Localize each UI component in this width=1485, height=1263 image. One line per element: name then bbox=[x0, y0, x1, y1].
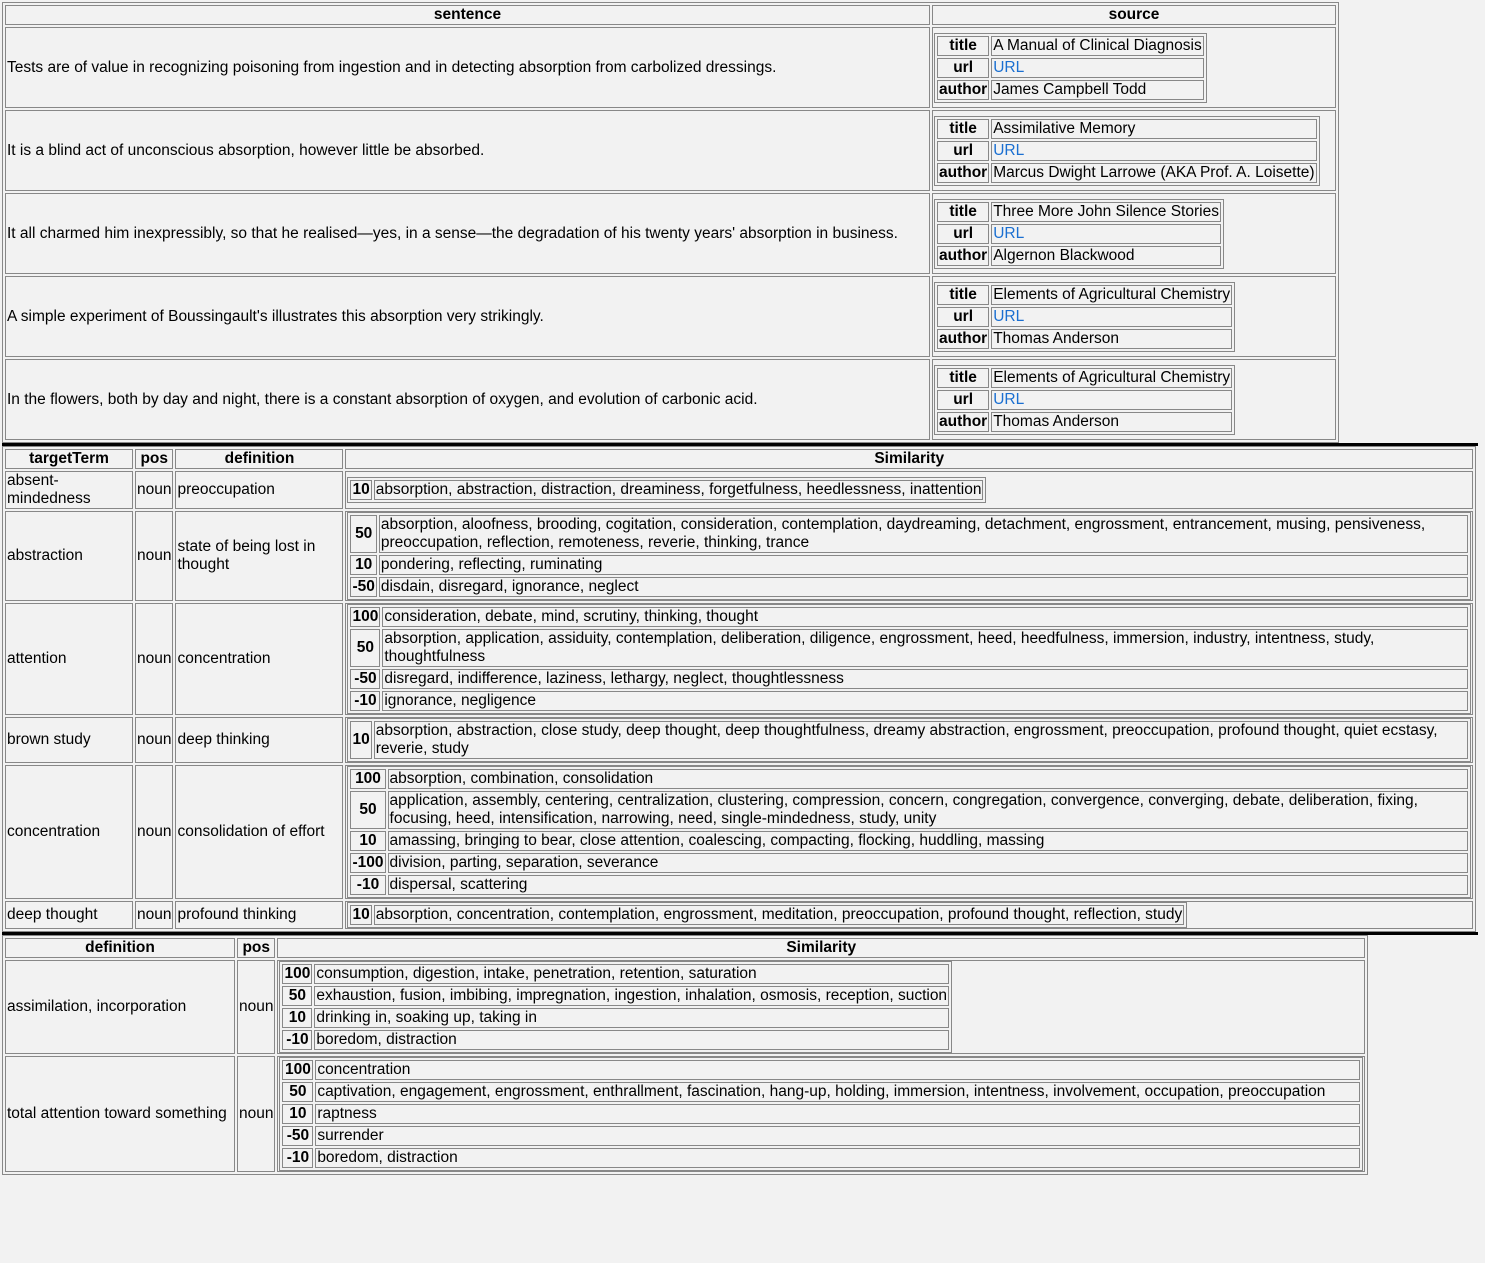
definition-cell: profound thinking bbox=[175, 901, 343, 929]
similarity-cell bbox=[345, 765, 1473, 899]
similarity-group-row bbox=[282, 1030, 949, 1050]
similarity-score: 10 bbox=[350, 831, 385, 851]
similarity-cell bbox=[345, 717, 1473, 763]
similarity-group-row bbox=[350, 691, 1468, 711]
similarity-words: amassing, bringing to bear, close attention, coalescing, compacting, flocking, huddling, massing bbox=[388, 831, 1468, 851]
source-cell bbox=[932, 27, 1336, 108]
source-url-link-cell bbox=[991, 224, 1221, 244]
source-author-label: author bbox=[939, 412, 988, 430]
table-header-row bbox=[5, 449, 1473, 469]
source-author-label: author bbox=[939, 80, 988, 98]
sentence-cell: It is a blind act of unconscious absorption, however little be absorbed. bbox=[5, 110, 930, 191]
table-row bbox=[5, 717, 1473, 763]
similarity-score: 10 bbox=[282, 1008, 312, 1028]
sentence-cell: A simple experiment of Boussingault's illustrates this absorption very strikingly. bbox=[5, 276, 930, 357]
similarity-words: consideration, debate, mind, scrutiny, thinking, thought bbox=[382, 607, 1468, 627]
source-url-label: url bbox=[937, 224, 989, 244]
source-title: Assimilative Memory bbox=[991, 119, 1316, 139]
source-title-row bbox=[937, 119, 1317, 139]
similarity-words: concentration bbox=[315, 1060, 1360, 1080]
similarity-words: raptness bbox=[315, 1104, 1360, 1124]
similarity-cell bbox=[345, 511, 1473, 601]
example-sentences-table bbox=[2, 2, 1339, 443]
table-row bbox=[5, 1056, 1365, 1172]
table-row bbox=[5, 359, 1336, 440]
source-cell bbox=[932, 110, 1336, 191]
target-term-cell: attention bbox=[5, 603, 133, 715]
similarity-score: 10 bbox=[350, 555, 376, 575]
similarity-cell bbox=[277, 1056, 1365, 1172]
sentence-cell: In the flowers, both by day and night, there is a constant absorption of oxygen, and evolution of carbonic acid. bbox=[5, 359, 930, 440]
similarity-words: application, assembly, centering, centralization, clustering, compression, concern, congregation, convergence, converging, debate, deliberation, fixing, focusing, heed, intensification, narrowing, need, single-mindedness, study, unity bbox=[388, 791, 1468, 829]
pos-cell: noun bbox=[237, 960, 275, 1054]
similarity-group-table bbox=[279, 961, 952, 1053]
similarity-group-table bbox=[347, 604, 1471, 714]
source-url-row bbox=[937, 307, 1232, 327]
similarity-group-row bbox=[282, 1008, 949, 1028]
similarity-group-row bbox=[350, 905, 1184, 925]
source-title-label: title bbox=[937, 36, 989, 56]
similarity-group-table bbox=[347, 477, 986, 503]
table-row bbox=[5, 27, 1336, 108]
source-details-table bbox=[934, 365, 1235, 435]
similarity-words: absorption, concentration, contemplation, engrossment, meditation, preoccupation, profound thought, reflection, study bbox=[375, 906, 1183, 923]
source-title-label: title bbox=[937, 119, 989, 139]
similarity-score: -50 bbox=[350, 669, 380, 689]
source-author-row bbox=[937, 412, 1232, 432]
pos-cell: noun bbox=[135, 511, 173, 601]
similarity-group-table bbox=[347, 512, 1471, 600]
source-url-link-cell bbox=[991, 58, 1204, 78]
similarity-cell bbox=[345, 603, 1473, 715]
source-url-link[interactable]: URL bbox=[993, 141, 1025, 159]
similarity-words: surrender bbox=[315, 1126, 1360, 1146]
pos-cell: noun bbox=[135, 717, 173, 763]
source-author-row bbox=[937, 329, 1232, 349]
table-row bbox=[5, 960, 1365, 1054]
similarity-words: absorption, aloofness, brooding, cogitation, consideration, contemplation, daydreaming, detachment, engrossment, entrancement, musing, pensiveness, preoccupation, reflection, remoteness, reverie, thinking, trance bbox=[379, 515, 1468, 553]
similarity-score: 10 bbox=[352, 906, 370, 923]
source-author-label: author bbox=[939, 329, 988, 347]
source-title: Three More John Silence Stories bbox=[993, 202, 1219, 220]
source-url-row bbox=[937, 224, 1221, 244]
similarity-cell bbox=[345, 471, 1473, 509]
definition-cell: assimilation, incorporation bbox=[5, 960, 235, 1054]
similarity-words: absorption, combination, consolidation bbox=[388, 769, 1468, 789]
source-cell bbox=[932, 276, 1336, 357]
similarity-group-row bbox=[282, 986, 949, 1006]
similarity-group-table bbox=[347, 766, 1471, 898]
similarity-score: -50 bbox=[352, 578, 375, 595]
similarity-words: ignorance, negligence bbox=[382, 691, 1468, 711]
pos-cell: noun bbox=[237, 1056, 275, 1172]
source-title-label: title bbox=[937, 368, 989, 388]
definition-column-header: definition bbox=[5, 938, 235, 958]
source-title-label: title bbox=[937, 285, 989, 305]
similarity-group-row bbox=[350, 875, 1468, 895]
target-term-cell: deep thought bbox=[5, 901, 133, 929]
source-details-table bbox=[934, 116, 1320, 186]
source-url-link[interactable]: URL bbox=[993, 390, 1025, 408]
similarity-score: -10 bbox=[282, 1030, 312, 1050]
similarity-score: 100 bbox=[282, 1060, 313, 1080]
table-header-row bbox=[5, 5, 1336, 25]
related-terms-table bbox=[2, 446, 1476, 932]
source-title: Elements of Agricultural Chemistry bbox=[993, 368, 1231, 386]
sentence-cell: It all charmed him inexpressibly, so that he realised—yes, in a sense—the degradation of his twenty years' absorption in business. bbox=[5, 193, 930, 274]
source-title-label: title bbox=[937, 202, 989, 222]
similarity-group-row bbox=[350, 515, 1468, 553]
definition-column-header: definition bbox=[175, 449, 343, 469]
table-row bbox=[5, 765, 1473, 899]
table-row bbox=[5, 511, 1473, 601]
similarity-group-row bbox=[350, 831, 1468, 851]
pos-cell: noun bbox=[135, 471, 173, 509]
similarity-cell bbox=[345, 901, 1473, 929]
source-title-row bbox=[937, 36, 1204, 56]
table-row bbox=[5, 193, 1336, 274]
similarity-group-row bbox=[282, 1104, 1360, 1124]
source-details-table bbox=[934, 33, 1207, 103]
source-title-row bbox=[937, 285, 1232, 305]
similarity-words: absorption, abstraction, distraction, dreaminess, forgetfulness, heedlessness, inattention bbox=[375, 481, 982, 498]
source-author: Marcus Dwight Larrowe (AKA Prof. A. Loisette) bbox=[993, 163, 1315, 181]
similarity-group-table bbox=[347, 902, 1187, 928]
table-row bbox=[5, 276, 1336, 357]
similarity-words: exhaustion, fusion, imbibing, impregnation, ingestion, inhalation, osmosis, reception, suction bbox=[316, 987, 948, 1004]
similarity-group-row bbox=[350, 721, 1468, 759]
similarity-cell bbox=[277, 960, 1365, 1054]
pos-cell: noun bbox=[135, 603, 173, 715]
table-row bbox=[5, 603, 1473, 715]
similarity-words: division, parting, separation, severance bbox=[388, 853, 1468, 873]
definition-cell: total attention toward something bbox=[5, 1056, 235, 1172]
similarity-score: 100 bbox=[284, 965, 311, 982]
similarity-words: absorption, application, assiduity, contemplation, deliberation, diligence, engrossment, heed, heedfulness, immersion, industry, intentness, study, thoughtfulness bbox=[382, 629, 1468, 667]
definition-cell: preoccupation bbox=[175, 471, 343, 509]
similarity-group-row bbox=[282, 1148, 1360, 1168]
source-url-link[interactable]: URL bbox=[993, 224, 1025, 242]
target-term-cell: concentration bbox=[5, 765, 133, 899]
source-url-row bbox=[937, 58, 1204, 78]
similarity-words: boredom, distraction bbox=[314, 1030, 949, 1050]
pos-cell: noun bbox=[135, 765, 173, 899]
similarity-words: absorption, abstraction, close study, deep thought, deep thoughtfulness, dreamy abstraction, engrossment, preoccupation, profound thought, quiet ecstasy, reverie, study bbox=[374, 721, 1468, 759]
similarity-words: captivation, engagement, engrossment, enthrallment, fascination, hang-up, holding, immersion, intentness, involvement, occupation, preoccupation bbox=[315, 1082, 1360, 1102]
table-row bbox=[5, 110, 1336, 191]
similarity-score: -10 bbox=[350, 691, 380, 711]
similarity-words: disdain, disregard, ignorance, neglect bbox=[379, 577, 1468, 597]
target-term-cell: abstraction bbox=[5, 511, 133, 601]
similarity-column-header: Similarity bbox=[345, 449, 1473, 469]
similarity-words: disregard, indifference, laziness, lethargy, neglect, thoughtlessness bbox=[382, 669, 1468, 689]
source-author: James Campbell Todd bbox=[991, 80, 1204, 100]
table-row bbox=[5, 471, 1473, 509]
similarity-group-row bbox=[350, 607, 1468, 627]
similarity-words: boredom, distraction bbox=[315, 1148, 1360, 1168]
similarity-group-row bbox=[282, 1082, 1360, 1102]
similarity-group-table bbox=[347, 718, 1471, 762]
similarity-score: 50 bbox=[350, 791, 385, 829]
similarity-group-row bbox=[350, 577, 1468, 597]
source-author-row bbox=[937, 163, 1317, 183]
pos-column-header: pos bbox=[135, 449, 173, 469]
source-author: Algernon Blackwood bbox=[991, 246, 1221, 266]
similarity-score: 50 bbox=[282, 986, 312, 1006]
source-url-row bbox=[937, 141, 1317, 161]
similarity-group-row bbox=[350, 480, 983, 500]
similarity-group-row bbox=[350, 669, 1468, 689]
source-title: A Manual of Clinical Diagnosis bbox=[993, 36, 1202, 54]
similarity-score: 100 bbox=[350, 769, 385, 789]
similarity-score: 50 bbox=[350, 515, 376, 553]
target-term-cell: absent-mindedness bbox=[5, 471, 133, 509]
source-url-link-cell bbox=[991, 390, 1232, 410]
similarity-words: drinking in, soaking up, taking in bbox=[314, 1008, 949, 1028]
similarity-group-table bbox=[279, 1057, 1363, 1171]
pos-column-header: pos bbox=[237, 938, 275, 958]
similarity-group-row bbox=[350, 853, 1468, 873]
source-author-label: author bbox=[939, 246, 988, 264]
source-url-link[interactable]: URL bbox=[993, 307, 1025, 325]
similarity-score: 100 bbox=[352, 608, 379, 625]
source-url-label: url bbox=[937, 58, 989, 78]
source-title: Elements of Agricultural Chemistry bbox=[993, 285, 1231, 303]
similarity-group-row bbox=[282, 1060, 1360, 1080]
similarity-group-row bbox=[350, 769, 1468, 789]
source-title-row bbox=[937, 368, 1232, 388]
similarity-column-header: Similarity bbox=[277, 938, 1365, 958]
definition-cell: concentration bbox=[175, 603, 343, 715]
similarity-score: -10 bbox=[350, 875, 385, 895]
similarity-score: 50 bbox=[350, 629, 380, 667]
similarity-score: 10 bbox=[350, 721, 371, 759]
similarity-score: -100 bbox=[352, 854, 384, 871]
similarity-words: consumption, digestion, intake, penetration, retention, saturation bbox=[314, 964, 949, 984]
source-title-row bbox=[937, 202, 1221, 222]
similarity-group-row bbox=[350, 555, 1468, 575]
similarity-score: 10 bbox=[282, 1104, 313, 1124]
source-url-link-cell bbox=[991, 307, 1232, 327]
table-row bbox=[5, 901, 1473, 929]
source-url-link[interactable]: URL bbox=[993, 58, 1025, 76]
target-term-cell: brown study bbox=[5, 717, 133, 763]
definition-cell: consolidation of effort bbox=[175, 765, 343, 899]
similarity-group-row bbox=[350, 629, 1468, 667]
target-term-column-header: targetTerm bbox=[5, 449, 133, 469]
similarity-group-row bbox=[282, 1126, 1360, 1146]
table-header-row bbox=[5, 938, 1365, 958]
source-url-label: url bbox=[937, 390, 989, 410]
source-author-row bbox=[937, 246, 1221, 266]
source-cell bbox=[932, 359, 1336, 440]
similarity-words: dispersal, scattering bbox=[388, 875, 1468, 895]
sentence-cell: Tests are of value in recognizing poisoning from ingestion and in detecting absorption from carbolized dressings. bbox=[5, 27, 930, 108]
source-url-row bbox=[937, 390, 1232, 410]
source-column-header: source bbox=[932, 5, 1336, 25]
similarity-group-row bbox=[282, 964, 949, 984]
definitions-table bbox=[2, 935, 1368, 1175]
source-cell bbox=[932, 193, 1336, 274]
source-author-row bbox=[937, 80, 1204, 100]
similarity-words: pondering, reflecting, ruminating bbox=[379, 555, 1468, 575]
source-url-label: url bbox=[937, 141, 989, 161]
source-details-table bbox=[934, 199, 1224, 269]
source-author: Thomas Anderson bbox=[991, 329, 1232, 349]
similarity-score: -50 bbox=[282, 1126, 313, 1146]
similarity-score: 10 bbox=[352, 481, 370, 498]
source-url-label: url bbox=[937, 307, 989, 327]
source-url-link-cell bbox=[991, 141, 1316, 161]
source-author: Thomas Anderson bbox=[991, 412, 1232, 432]
definition-cell: state of being lost in thought bbox=[175, 511, 343, 601]
source-author-label: author bbox=[939, 163, 988, 181]
pos-cell: noun bbox=[135, 901, 173, 929]
source-details-table bbox=[934, 282, 1235, 352]
similarity-group-row bbox=[350, 791, 1468, 829]
similarity-score: -10 bbox=[282, 1148, 313, 1168]
definition-cell: deep thinking bbox=[175, 717, 343, 763]
sentence-column-header: sentence bbox=[5, 5, 930, 25]
similarity-score: 50 bbox=[282, 1082, 313, 1102]
